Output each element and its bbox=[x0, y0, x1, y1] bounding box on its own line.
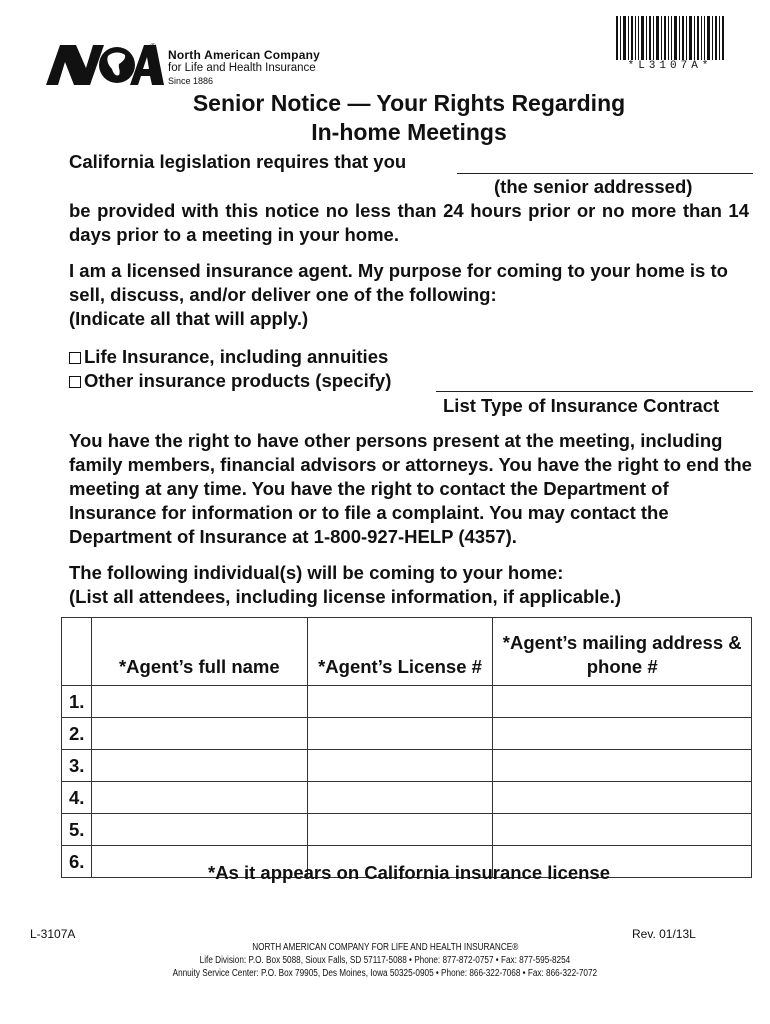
company-since: Since 1886 bbox=[168, 76, 214, 86]
row-number: 4. bbox=[62, 782, 92, 814]
senior-caption: (the senior addressed) bbox=[494, 176, 693, 197]
table-row bbox=[62, 718, 752, 750]
row-number: 1. bbox=[62, 686, 92, 718]
table-header-address: *Agent’s mailing address & phone # bbox=[493, 618, 752, 686]
agent-address-cell[interactable] bbox=[493, 750, 752, 782]
agent-purpose-text: I am a licensed insurance agent. My purpose for coming to your home is to sell, discuss, and/or deliver one of the following: bbox=[69, 260, 728, 305]
footer-company bbox=[0, 942, 770, 953]
table-header-row bbox=[62, 618, 752, 686]
agent-license-cell[interactable] bbox=[307, 750, 493, 782]
agent-license-cell[interactable] bbox=[307, 686, 493, 718]
other-checkbox[interactable] bbox=[69, 376, 81, 388]
footer-annuity bbox=[0, 968, 770, 979]
form-number: L-3107A bbox=[30, 927, 76, 941]
company-logo bbox=[46, 44, 164, 86]
life-checkbox[interactable] bbox=[69, 352, 81, 364]
agent-license-cell[interactable] bbox=[307, 782, 493, 814]
agent-address-cell[interactable] bbox=[493, 814, 752, 846]
agent-address-cell[interactable] bbox=[493, 686, 752, 718]
company-subtitle: for Life and Health Insurance bbox=[168, 62, 316, 74]
indicate-instruction: (Indicate all that will apply.) bbox=[69, 308, 309, 329]
license-note: *As it appears on California insurance license bbox=[208, 862, 610, 883]
table-header-name: *Agent’s full name bbox=[91, 618, 307, 686]
attendees-table bbox=[61, 617, 752, 878]
footer-annuity-text: Annuity Service Center: P.O. Box 79905, Des Moines, Iowa 50325-0905 • Phone: 866-322-7068 • Fax: 866-322-7072 bbox=[172, 968, 598, 979]
agent-license-cell[interactable] bbox=[307, 814, 493, 846]
option-other bbox=[69, 369, 391, 393]
option-life-label: Life Insurance, including annuities bbox=[84, 346, 389, 367]
revision: Rev. 01/13L bbox=[632, 927, 696, 941]
row-number: 2. bbox=[62, 718, 92, 750]
agent-name-cell[interactable] bbox=[91, 814, 307, 846]
barcode bbox=[616, 16, 724, 60]
option-life bbox=[69, 345, 388, 369]
agent-license-cell[interactable] bbox=[307, 718, 493, 750]
table-header-license: *Agent’s License # bbox=[307, 618, 493, 686]
footer-company-text: NORTH AMERICAN COMPANY FOR LIFE AND HEALTH INSURANCE® bbox=[251, 942, 519, 953]
notice-text: be provided with this notice no less than 24 hours prior or no more than 14 days prior to a meeting in your home. bbox=[69, 200, 749, 245]
option-other-label: Other insurance products (specify) bbox=[84, 370, 392, 391]
agent-name-cell[interactable] bbox=[91, 686, 307, 718]
contract-caption: List Type of Insurance Contract bbox=[443, 395, 720, 416]
row-number: 3. bbox=[62, 750, 92, 782]
agent-address-cell[interactable] bbox=[493, 718, 752, 750]
row-number: 6. bbox=[62, 846, 92, 878]
senior-name-field[interactable] bbox=[457, 173, 753, 174]
attendees-text: The following individual(s) will be coming to your home: bbox=[69, 562, 564, 583]
page-title-line2: In-home Meetings bbox=[311, 119, 507, 145]
attendees-instruction: (List all attendees, including license information, if applicable.) bbox=[69, 586, 622, 607]
footer-life-division bbox=[0, 955, 770, 966]
page-title: Senior Notice — Your Rights Regarding bbox=[192, 90, 626, 116]
rights-text: You have the right to have other persons present at the meeting, including family members, financial advisors or attorneys. You have the right to end the meeting at any time. You have the right to contact the Department of Insurance for information or to file a complaint. You may contact the Department of Insurance at 1-800-927-HELP (4357). bbox=[69, 430, 752, 547]
table-row bbox=[62, 686, 752, 718]
table-row bbox=[62, 814, 752, 846]
agent-name-cell[interactable] bbox=[91, 750, 307, 782]
table-row bbox=[62, 750, 752, 782]
registered-mark: ® bbox=[150, 42, 156, 51]
agent-address-cell[interactable] bbox=[493, 782, 752, 814]
table-row bbox=[62, 782, 752, 814]
contract-type-field[interactable] bbox=[436, 391, 753, 392]
table-header-number bbox=[62, 618, 92, 686]
footer-life-text: Life Division: P.O. Box 5088, Sioux Falls, SD 57117-5088 • Phone: 877-872-0757 • Fax: 877-595-8254 bbox=[199, 955, 571, 966]
legislation-text: California legislation requires that you bbox=[69, 151, 407, 172]
company-name: North American Company bbox=[168, 48, 320, 62]
row-number: 5. bbox=[62, 814, 92, 846]
agent-name-cell[interactable] bbox=[91, 782, 307, 814]
barcode-text: *L3107A* bbox=[627, 60, 713, 72]
agent-name-cell[interactable] bbox=[91, 718, 307, 750]
